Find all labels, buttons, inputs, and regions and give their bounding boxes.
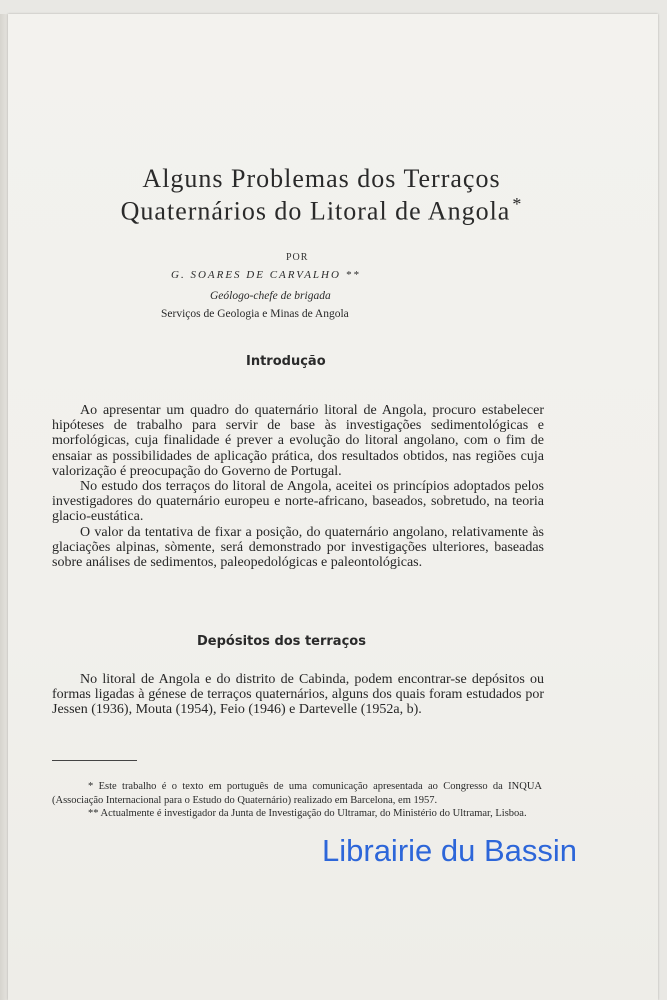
introduction-body: [52, 403, 544, 570]
footnotes: [52, 780, 542, 821]
footnote-divider: [52, 760, 137, 761]
paragraph: No estudo dos terraços do litoral de Angola, aceitei os princípios adoptados pelos investigadores do quaternário europeu e norte-africano, baseados, sobretudo, na teoria glacio-eustática.: [52, 479, 544, 525]
paragraph: O valor da tentativa de fixar a posição, do quaternário angolano, relativamente às glaciações alpinas, sòmente, será demonstrado por investigações ulteriores, baseadas sobre análises de sedimentos, paleopedológicas e paleontológicas.: [52, 524, 544, 571]
footnote-2: ** Actualmente é investigador da Junta de Investigação do Ultramar, do Ministério do Ultramar, Lisboa.: [88, 808, 527, 819]
paragraph: Ao apresentar um quadro do quaternário litoral de Angola, procuro estabelecer hipóteses de trabalho para servir de base às investigações sedimentológicas e morfológicas, cuja finalidade é prever a evolução do litoral angolano, com o fim de ensaiar as possibilidades de aplicação prática, dos resultados obtidos, nas regiões cuja valorização é preocupação do Governo de Portugal.: [52, 403, 544, 479]
document-title-line-2: [0, 194, 655, 227]
author-affiliation: Serviços de Geologia e Minas de Angola: [161, 308, 349, 320]
title-footnote-mark: *: [512, 194, 523, 214]
author-role: Geólogo-chefe de brigada: [210, 290, 331, 302]
title-text: Quaternários do Litoral de Angola: [120, 196, 511, 226]
depositos-body: [52, 672, 544, 718]
byline-label: POR: [286, 252, 309, 263]
author-name: G. SOARES DE CARVALHO **: [171, 269, 361, 281]
footnote-1: * Este trabalho é o texto em português de uma comunicação apresentada ao Congresso da INQUA (Associação Internacional para o Estudo do Quaternário) realizado em Barcelona, em 1957.: [52, 781, 542, 806]
paragraph: No litoral de Angola e do distrito de Cabinda, podem encontrar-se depósitos ou formas ligadas à génese de terraços quaternários, alguns dos quais foram estudados por Jessen (1936), Mouta (1954), Feio (1946) e Dartevelle (1952a, b).: [52, 672, 544, 718]
seller-watermark: Librairie du Bassin: [322, 833, 578, 868]
section-heading-introducao: Introdução: [246, 354, 326, 369]
document-title-line-1: Alguns Problemas dos Terraços: [142, 164, 501, 193]
section-heading-depositos: Depósitos dos terraços: [197, 634, 366, 649]
